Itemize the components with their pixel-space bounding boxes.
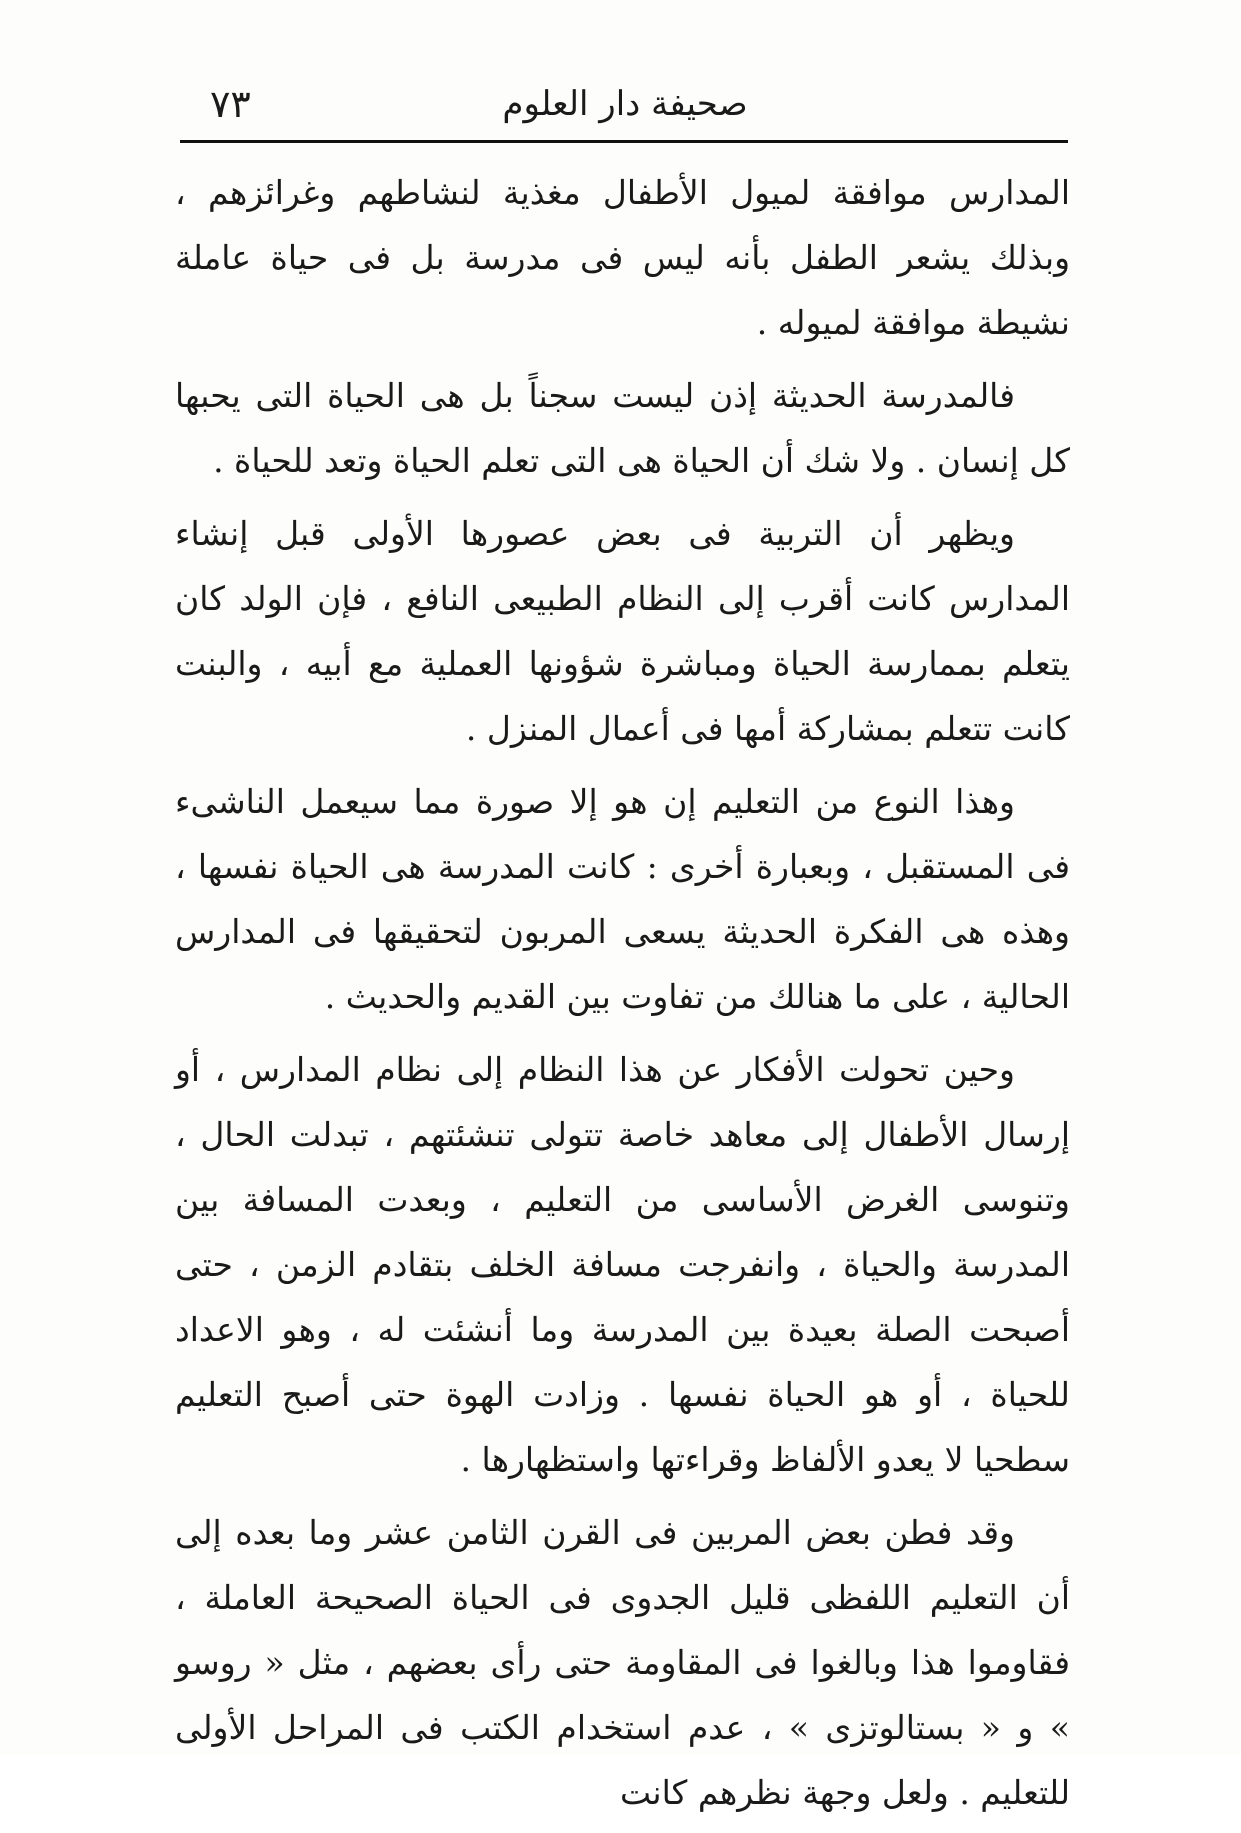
page-header [180,78,1070,134]
page-number: ٧٣ [210,82,251,126]
paragraph: وقد فطن بعض المربين فى القرن الثامن عشر وما بعده إلى أن التعليم اللفظى قليل الجدوى فى الحياة الصحيحة العاملة ، فقاوموا هذا وبالغوا فى المقاومة حتى رأى بعضهم ، مثل « روسو » و « بستالوتزى » ، عدم استخدام الكتب فى المراحل الأولى للتعليم . ولعل وجهة نظرهم كانت [175,1513,1070,1812]
paragraph: وحين تحولت الأفكار عن هذا النظام إلى نظام المدارس ، أو إرسال الأطفال إلى معاهد خاصة تتولى تنشئتهم ، تبدلت الحال ، وتنوسى الغرض الأساسى من التعليم ، وبعدت المسافة بين المدرسة والحياة ، وانفرجت مسافة الخلف بتقادم الزمن ، حتى أصبحت الصلة بعيدة بين المدرسة وما أنشئت له ، وهو الاعداد للحياة ، أو هو الحياة نفسها . وزادت الهوة حتى أصبح التعليم سطحيا لا يعدو الألفاظ وقراءتها واستظهارها . [175,1050,1070,1479]
paragraph: ويظهر أن التربية فى بعض عصورها الأولى قبل إنشاء المدارس كانت أقرب إلى النظام الطبيعى النافع ، فإن الولد كان يتعلم بممارسة الحياة ومباشرة شؤونها العملية مع أبيه ، والبنت كانت تتعلم بمشاركة أمها فى أعمال المنزل . [175,514,1070,748]
paragraph: فالمدرسة الحديثة إذن ليست سجناً بل هى الحياة التى يحبها كل إنسان . ولا شك أن الحياة هى التى تعلم الحياة وتعد للحياة . [175,376,1070,480]
body-text [175,160,1070,1833]
paragraph: المدارس موافقة لميول الأطفال مغذية لنشاطهم وغرائزهم ، وبذلك يشعر الطفل بأنه ليس فى مدرسة بل فى حياة عاملة نشيطة موافقة لميوله . [175,173,1070,342]
header-rule [180,140,1068,143]
journal-title: صحيفة دار العلوم [502,84,748,124]
paragraph: وهذا النوع من التعليم إن هو إلا صورة مما سيعمل الناشىء فى المستقبل ، وبعبارة أخرى : كانت المدرسة هى الحياة نفسها ، وهذه هى الفكرة الحديثة يسعى المربون لتحقيقها فى المدارس الحالية ، على ما هنالك من تفاوت بين القديم والحديث . [175,782,1070,1016]
